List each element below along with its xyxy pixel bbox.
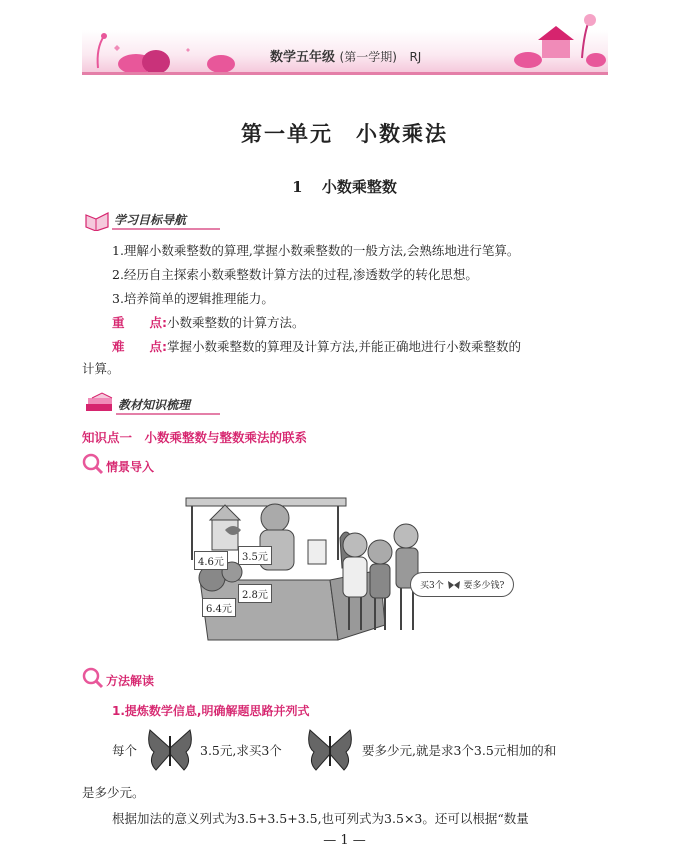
lesson-title-text: 小数乘整数 <box>321 178 397 196</box>
speech-text-tail: 要多少钱? <box>463 581 505 591</box>
market-stall-illustration <box>180 490 510 650</box>
unit-title: 第一单元 小数乘法 <box>241 121 448 146</box>
goal-item-1: 1.理解小数乘整数的算理,掌握小数乘整数的一般方法,会熟练地进行笔算。 <box>112 243 520 258</box>
method-text-rest: 要多少元,就是求3个3.5元相加的和 <box>362 743 557 758</box>
lesson-number: 1 <box>292 178 303 196</box>
books-stack-icon <box>84 392 116 414</box>
key-point <box>112 314 305 332</box>
method-text-each: 每个 <box>112 743 138 758</box>
price-tag-3: 2.8元 <box>238 584 272 603</box>
difficult-point <box>112 338 521 356</box>
method-text-price: 3.5元,求买3个 <box>200 743 282 758</box>
price-tag-1: 4.6元 <box>194 551 228 570</box>
header-edition: RJ <box>409 50 422 64</box>
knowledge-heading: 教材知识梳理 <box>118 398 191 412</box>
method-text-continued: 是多少元。 <box>82 785 145 800</box>
knowledge-heading-underline <box>116 413 220 415</box>
header-decoration-left <box>86 28 246 72</box>
goals-heading-underline <box>112 228 220 230</box>
method-step-1: 1.提炼数学信息,明确解题思路并列式 <box>112 704 310 718</box>
key-point-label: 重 点: <box>112 315 167 330</box>
scene-heading: 情景导入 <box>106 460 155 474</box>
header-title-main: 数学五年级 <box>270 50 336 65</box>
butterfly-icon <box>306 726 354 774</box>
butterfly-icon <box>447 581 461 590</box>
magnifier-icon <box>82 453 104 475</box>
difficult-point-continued: 计算。 <box>82 361 120 376</box>
page-number: — 1 — <box>323 833 366 848</box>
price-tag-2: 3.5元 <box>238 546 272 565</box>
method-heading: 方法解读 <box>106 674 155 688</box>
goals-heading: 学习目标导航 <box>114 213 187 227</box>
butterfly-icon <box>146 726 194 774</box>
price-tag-4: 6.4元 <box>202 598 236 617</box>
method-text-last: 根据加法的意义列式为3.5+3.5+3.5,也可列式为3.5×3。还可以根据“数量 <box>112 811 529 826</box>
goal-item-3: 3.培养简单的逻辑推理能力。 <box>112 291 274 306</box>
knowledge-point-title: 知识点一 小数乘整数与整数乘法的联系 <box>82 430 308 445</box>
book-icon <box>84 209 110 231</box>
header-title-sub: (第一学期) <box>339 50 397 64</box>
difficult-point-label: 难 点: <box>112 339 167 354</box>
lesson-title <box>0 176 689 197</box>
goal-item-2: 2.经历自主探索小数乘整数计算方法的过程,渗透数学的转化思想。 <box>112 267 478 282</box>
speech-text: 买3个 <box>420 581 444 591</box>
key-point-text: 小数乘整数的计算方法。 <box>167 315 305 330</box>
speech-bubble <box>410 572 514 597</box>
magnifier-icon <box>82 667 104 689</box>
difficult-point-text: 掌握小数乘整数的算理及计算方法,并能正确地进行小数乘整数的 <box>167 339 521 354</box>
header-title <box>270 46 421 65</box>
header-decoration-right <box>510 12 608 72</box>
